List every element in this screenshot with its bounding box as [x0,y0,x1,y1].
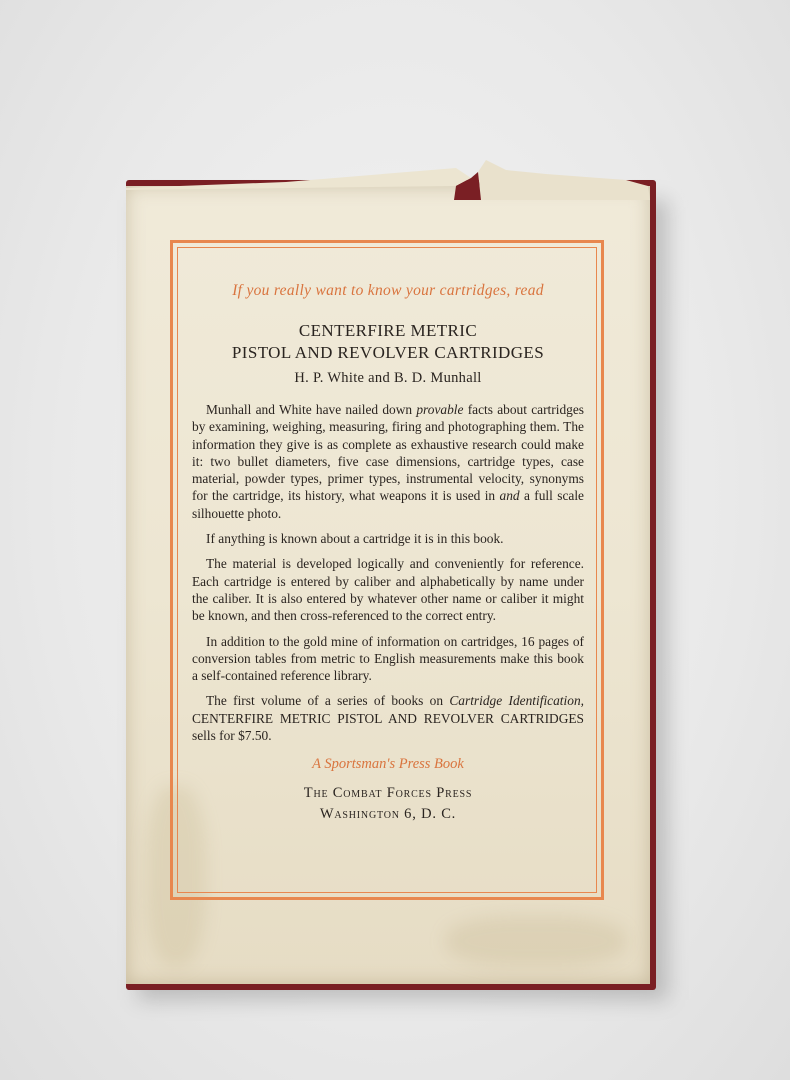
back-cover-text [192,282,584,825]
paragraph-text: facts about cartridges by examining, weighing, measuring, firing and photographing them. The information they give is as complete as exhaustive research could make it: two bullet diameters, five case dimensions, cartridge types, case material, powder types, primer types, instrumental velocity, synonyms for the cartridge, its history, what weapons it is used in [192,402,584,504]
publisher-series-tag: A Sportsman's Press Book [312,756,464,773]
description-paragraph-2: If anything is known about a cartridge it is in this book. [206,531,504,547]
book-title [192,320,584,364]
paragraph-emphasis: and [499,488,520,504]
book-title-line-2: PISTOL AND REVOLVER CARTRIDGES [231,343,545,362]
paragraph-text: a full scale silhouette photo. [192,488,584,521]
torn-flap-left [126,168,471,190]
description-paragraph-3: The material is developed logically and conveniently for reference. Each cartridge is entered by caliber and alphabetically by name under the caliber. It is also entered by whatever other name or caliber it might be known, and then cross-referenced to the correct entry. [192,556,584,624]
paragraph-text: CENTERFIRE METRIC PISTOL AND REVOLVER CARTRIDGES sells for $7.50. [192,710,584,744]
description-paragraph-5 [192,692,584,744]
torn-flap-right [478,160,650,200]
paragraph-emphasis: provable [416,402,464,417]
book-title-line-1: CENTERFIRE METRIC [298,321,478,340]
tagline: If you really want to know your cartridges, read [232,282,544,299]
torn-jacket-edge [126,160,656,200]
publisher-city: Washington 6, D. C. [319,806,457,823]
paragraph-emphasis: Cartridge Identification, [449,693,584,709]
description-paragraph-1 [192,401,584,522]
authors: H. P. White and B. D. Munhall [294,370,482,386]
paragraph-text: Munhall and White have nailed down [206,402,417,417]
publisher-name: The Combat Forces Press [303,785,473,802]
paragraph-text: The first volume of a series of books on [206,693,450,709]
jacket-stain [446,916,626,966]
description-paragraph-4: In addition to the gold mine of information on cartridges, 16 pages of conversion tables from metric to English measurements make this book a self-contained reference library. [192,633,584,684]
